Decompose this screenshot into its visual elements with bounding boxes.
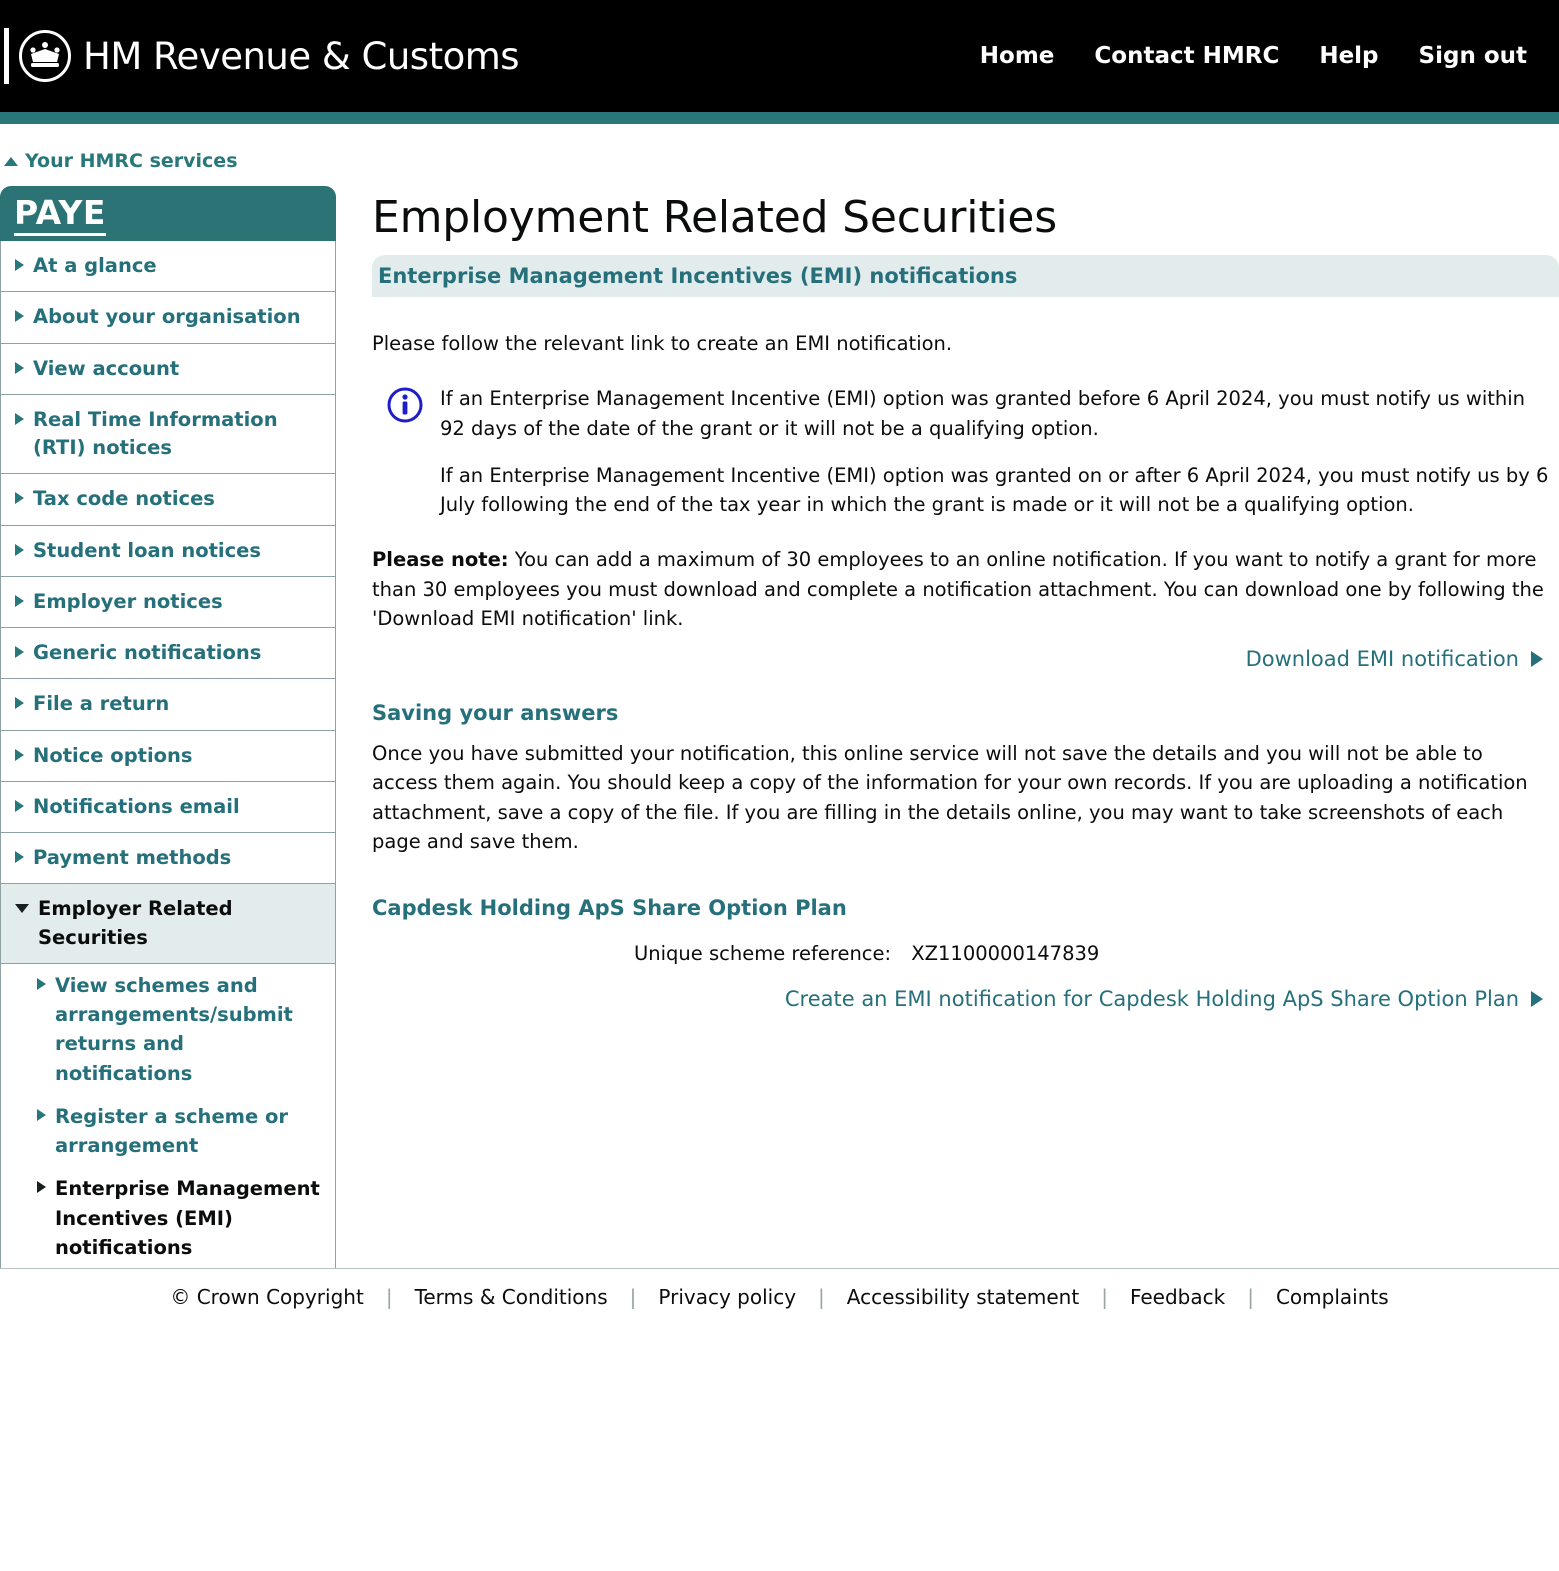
nav-home[interactable]: Home <box>979 43 1055 69</box>
sidebar-item-view-account[interactable] <box>1 344 335 395</box>
unique-scheme-reference-label: Unique scheme reference: <box>634 942 892 965</box>
unique-scheme-reference <box>372 942 1549 965</box>
footer-feedback[interactable]: Feedback <box>1129 1284 1226 1309</box>
sidebar-item-file-a-return[interactable] <box>1 679 335 730</box>
sidebar-item-generic-notifications[interactable] <box>1 628 335 679</box>
chevron-right-icon <box>15 697 24 709</box>
sidebar-item-label: Student loan notices <box>33 538 262 562</box>
sidebar-item-employer-notices[interactable] <box>1 577 335 628</box>
chevron-right-icon <box>37 1181 46 1193</box>
sidebar-item-at-a-glance[interactable] <box>1 241 335 292</box>
sidebar-heading <box>0 186 336 241</box>
sidebar-item-label: Notifications email <box>33 794 240 818</box>
sidebar-list <box>0 241 336 1323</box>
sidebar-subitem-emi-notifications[interactable] <box>1 1167 335 1269</box>
footer-separator: | <box>629 1284 637 1309</box>
chevron-right-icon <box>15 259 24 271</box>
nav-contact-hmrc[interactable]: Contact HMRC <box>1094 43 1280 69</box>
footer-accessibility-statement[interactable]: Accessibility statement <box>846 1284 1080 1309</box>
logo-divider-bar <box>4 28 9 84</box>
your-hmrc-services-label: Your HMRC services <box>25 150 238 172</box>
sidebar-item-label: Notice options <box>33 743 193 767</box>
chevron-right-icon <box>15 362 24 374</box>
sidebar-item-employer-related-securities[interactable] <box>1 884 335 964</box>
page-body <box>0 124 1559 1323</box>
sidebar-item-label: Employer notices <box>33 589 223 613</box>
main-content <box>336 186 1559 1011</box>
sidebar-subitem-view-schemes[interactable] <box>1 964 335 1095</box>
site-footer <box>0 1268 1559 1323</box>
chevron-right-icon <box>37 978 46 990</box>
brand-text: HM Revenue & Customs <box>83 34 520 78</box>
footer-complaints[interactable]: Complaints <box>1275 1284 1389 1309</box>
chevron-right-icon <box>15 851 24 863</box>
sidebar-item-about-your-organisation[interactable] <box>1 292 335 343</box>
footer-copyright: © Crown Copyright <box>170 1284 364 1309</box>
page-title: Employment Related Securities <box>372 192 1057 243</box>
download-emi-notification-row[interactable] <box>372 647 1549 671</box>
sidebar-item-payment-methods[interactable] <box>1 833 335 884</box>
unique-scheme-reference-value: XZ1100000147839 <box>911 942 1100 965</box>
sidebar-item-rti-notices[interactable] <box>1 395 335 475</box>
please-note-label: Please note: <box>372 548 509 572</box>
sidebar-item-label: About your organisation <box>33 305 301 329</box>
chevron-right-icon <box>15 595 24 607</box>
info-paragraph-1: If an Enterprise Management Incentive (EMI) option was granted before 6 April 2024, you must notify us within 92 days of the date of the grant or it will not be a qualifying option. <box>440 387 1526 440</box>
sidebar-item-label: File a return <box>33 692 170 716</box>
sidebar-sublist <box>1 964 335 1269</box>
saving-your-answers-heading: Saving your answers <box>372 701 619 725</box>
info-callout <box>372 384 1549 519</box>
info-text <box>440 384 1549 519</box>
info-icon <box>386 386 424 424</box>
sidebar-subitem-label: Enterprise Management Incentives (EMI) notifications <box>55 1177 320 1259</box>
footer-privacy-policy[interactable]: Privacy policy <box>658 1284 797 1309</box>
chevron-right-icon <box>15 749 24 761</box>
arrow-right-icon <box>1531 651 1543 667</box>
chevron-right-icon <box>15 646 24 658</box>
caret-up-icon <box>4 157 18 166</box>
footer-separator: | <box>1101 1284 1108 1309</box>
sidebar-subitem-label: View schemes and arrangements/submit returns and notifications <box>55 973 293 1085</box>
chevron-right-icon <box>15 800 24 812</box>
intro-text: Please follow the relevant link to create an EMI notification. <box>372 332 953 355</box>
create-emi-notification-row[interactable] <box>372 987 1549 1011</box>
footer-separator: | <box>818 1284 825 1309</box>
arrow-right-icon <box>1531 991 1543 1007</box>
your-hmrc-services-link[interactable] <box>0 124 1559 186</box>
saving-your-answers-text: Once you have submitted your notification, this online service will not save the details and you will not be able to access them again. You should keep a copy of the information for your own records. If you are uploading a notification attachment, save a copy of the file. If you are filling in the details online, you may want to take screenshots of each page and save them. <box>372 742 1528 853</box>
sidebar-subitem-register-scheme[interactable] <box>1 1095 335 1168</box>
chevron-right-icon <box>37 1109 46 1121</box>
sidebar-heading-label: PAYE <box>14 193 106 236</box>
header-accent-strip <box>0 112 1559 124</box>
nav-help[interactable]: Help <box>1319 43 1379 69</box>
please-note-text <box>372 545 1549 633</box>
sidebar-item-notifications-email[interactable] <box>1 782 335 833</box>
chevron-right-icon <box>15 413 24 425</box>
crown-icon <box>19 30 71 82</box>
sidebar-item-label: Payment methods <box>33 846 232 870</box>
footer-terms-conditions[interactable]: Terms & Conditions <box>414 1284 608 1309</box>
sidebar-item-label: At a glance <box>33 254 157 277</box>
sidebar-item-tax-code-notices[interactable] <box>1 474 335 525</box>
sidebar-item-label: Real Time Information (RTI) notices <box>33 407 278 460</box>
chevron-right-icon <box>15 310 24 322</box>
create-emi-notification-link[interactable]: Create an EMI notification for Capdesk Holding ApS Share Option Plan <box>784 987 1519 1011</box>
nav-sign-out[interactable]: Sign out <box>1418 43 1527 69</box>
hmrc-logo <box>0 0 519 112</box>
sidebar <box>0 186 336 1323</box>
sidebar-item-label: Employer Related Securities <box>38 897 233 949</box>
download-emi-notification-link[interactable]: Download EMI notification <box>1245 647 1519 671</box>
site-header <box>0 0 1559 112</box>
sidebar-subitem-label: Register a scheme or arrangement <box>55 1104 289 1158</box>
header-nav <box>980 43 1541 69</box>
sidebar-item-label: Tax code notices <box>33 487 215 511</box>
chevron-down-icon <box>15 904 29 913</box>
footer-separator: | <box>385 1284 393 1309</box>
sidebar-item-label: View account <box>33 356 180 380</box>
scheme-name-heading: Capdesk Holding ApS Share Option Plan <box>372 896 847 920</box>
section-subtitle: Enterprise Management Incentives (EMI) notifications <box>372 255 1559 297</box>
footer-separator: | <box>1247 1284 1254 1309</box>
chevron-right-icon <box>15 492 24 504</box>
please-note-body: You can add a maximum of 30 employees to an online notification. If you want to notify a grant for more than 30 employees you must download and complete a notification attachment. You can download one by following the 'Download EMI notification' link. <box>372 548 1544 630</box>
info-paragraph-2: If an Enterprise Management Incentive (EMI) option was granted on or after 6 April 2024, you must notify us by 6 July following the end of the tax year in which the grant is made or it will not be a qualifying option. <box>440 463 1549 516</box>
sidebar-item-label: Generic notifications <box>33 641 262 665</box>
sidebar-item-student-loan-notices[interactable] <box>1 526 335 577</box>
sidebar-item-notice-options[interactable] <box>1 731 335 782</box>
chevron-right-icon <box>15 544 24 556</box>
